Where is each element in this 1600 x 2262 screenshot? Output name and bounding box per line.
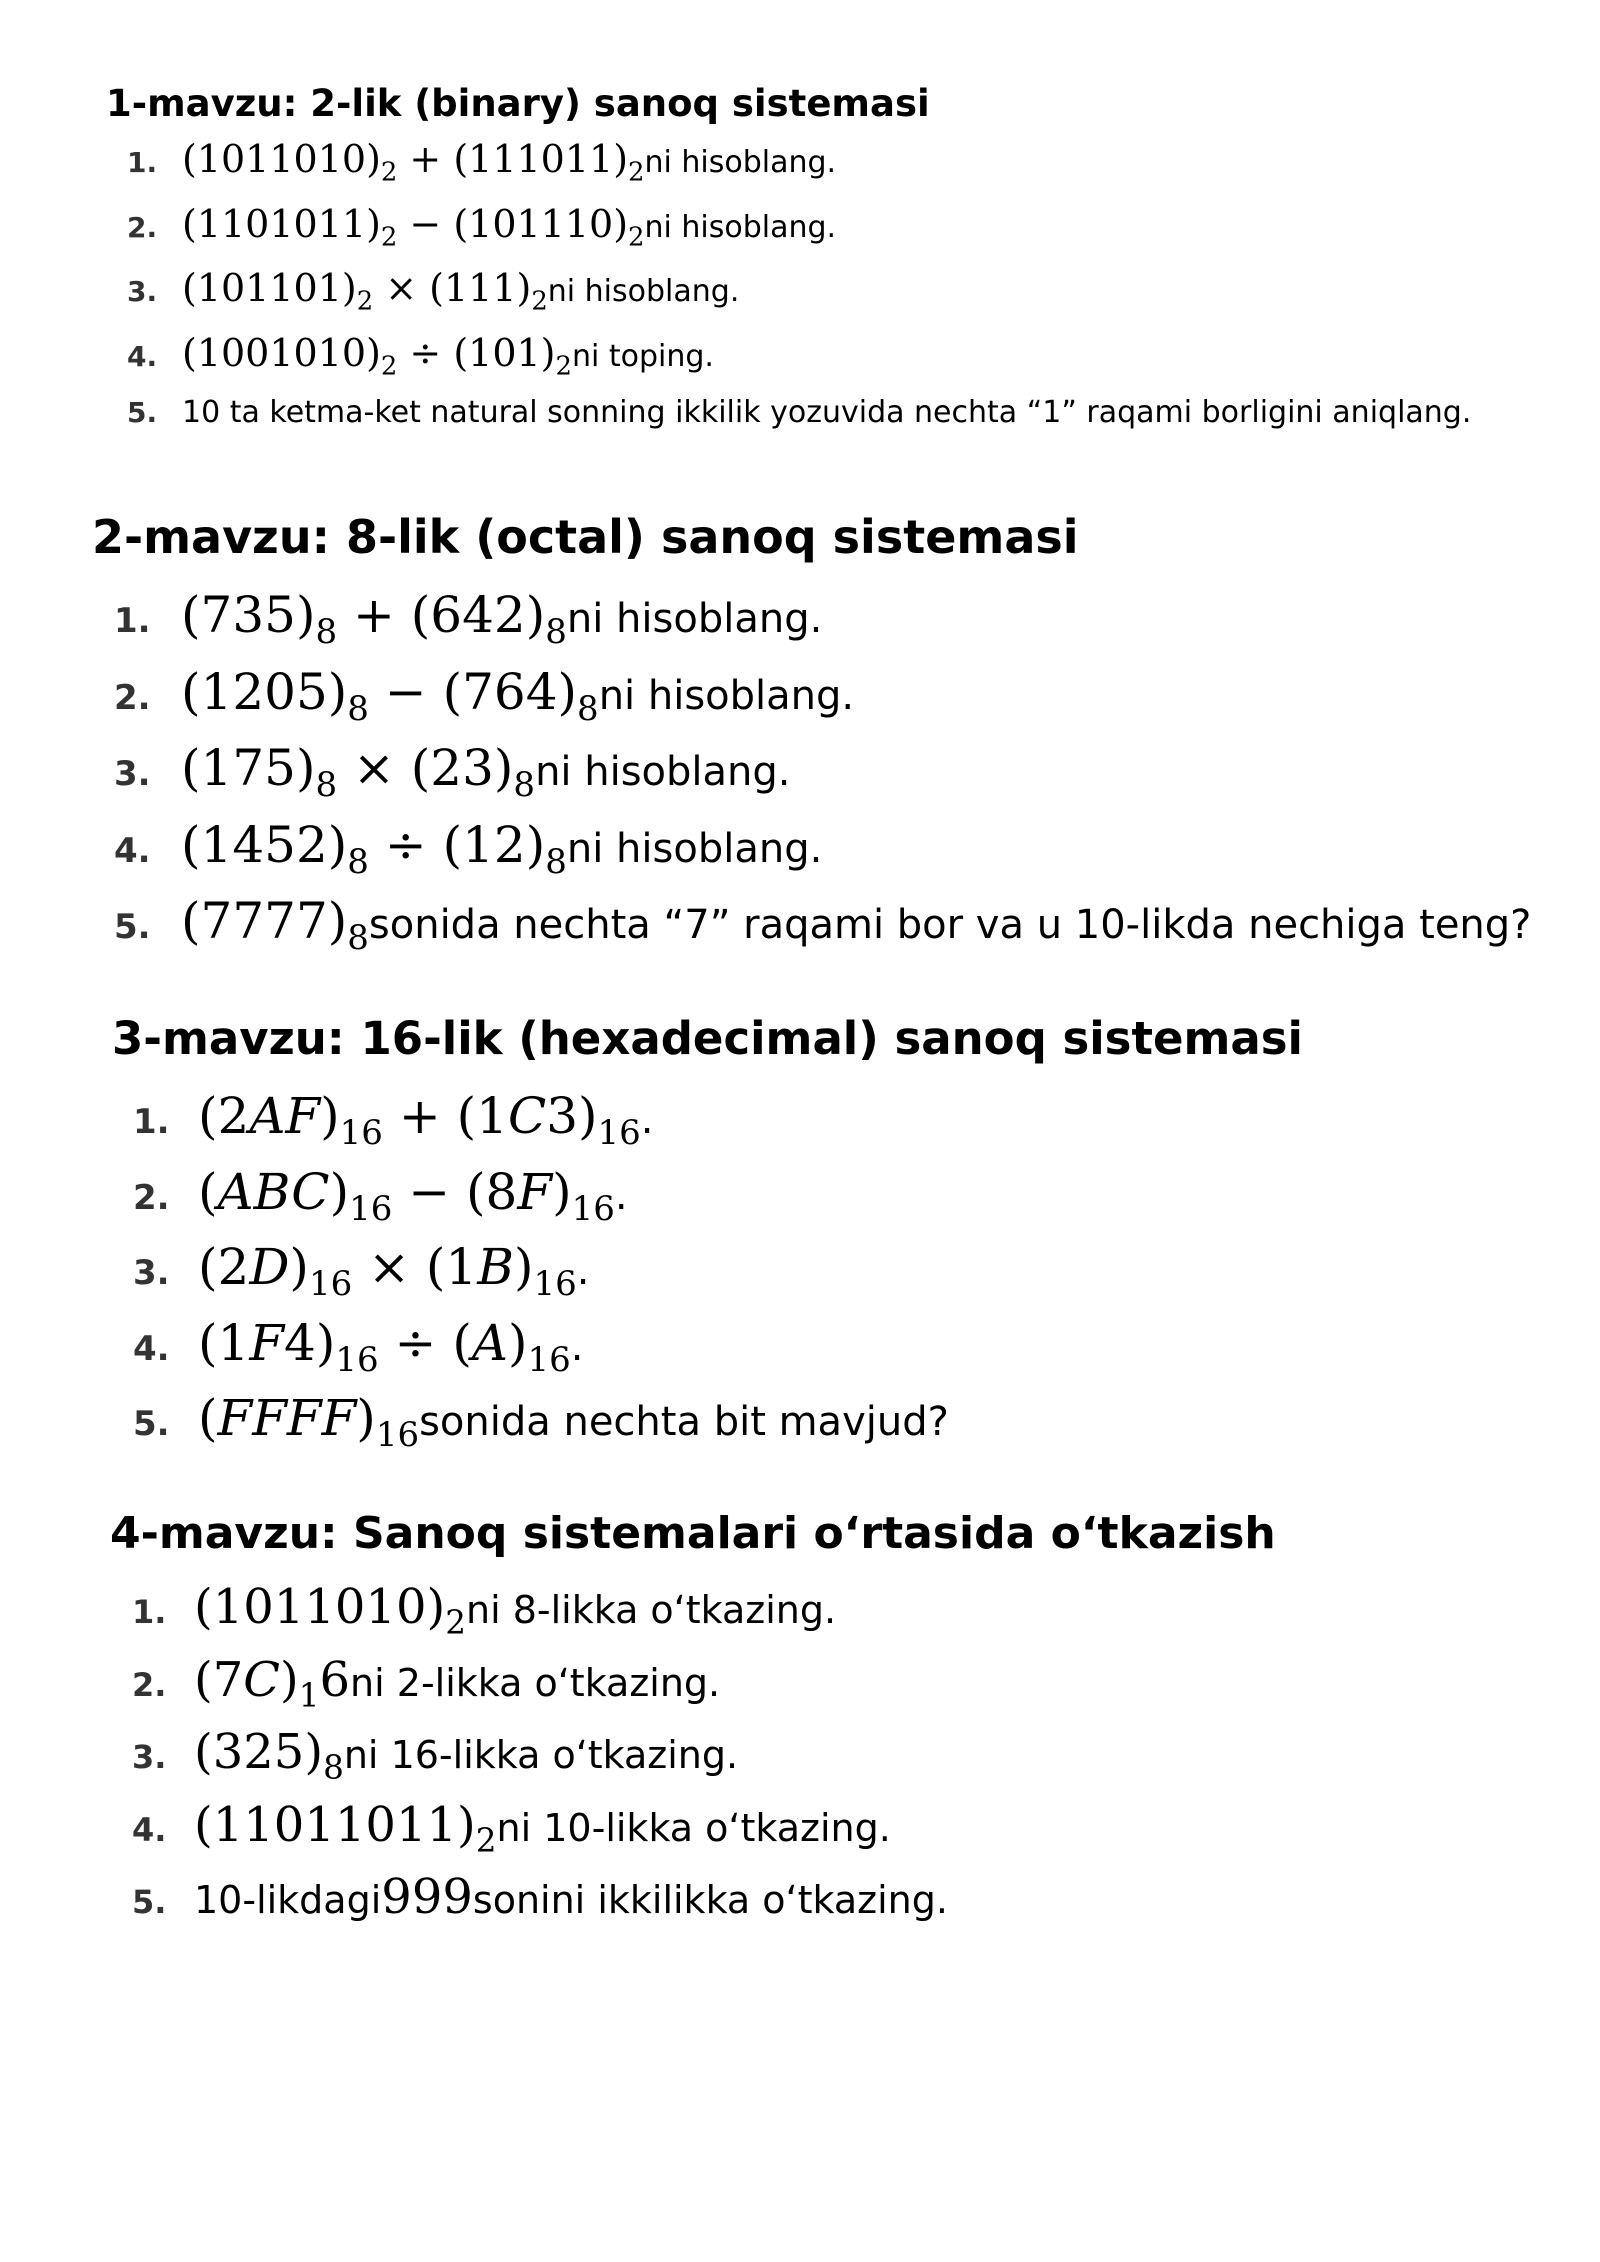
instruction: sonida nechta bit mavjud?: [419, 1399, 949, 1445]
problem-3-2: [112, 1163, 1303, 1239]
topic-3-heading: 3-mavzu: 16-lik (hexadecimal) sanoq sistemasi: [112, 1012, 1303, 1065]
problem-3-3: [112, 1238, 1303, 1314]
problem-4-1: [110, 1579, 1276, 1652]
problem-number: 3.: [132, 1738, 167, 1776]
problem-number: 4.: [133, 1328, 170, 1369]
instruction: ni hisoblang.: [598, 672, 855, 719]
problem-1-4: [106, 331, 1471, 396]
problem-4-5: [110, 1869, 1276, 1942]
problem-1-1: [106, 137, 1471, 202]
expression: $(101101)_2 \times (111)_2$: [182, 266, 548, 317]
instruction: ni 16-likka o‘tkazing.: [343, 1733, 739, 1777]
instruction: 10 ta ketma-ket natural sonning ikkilik yozuvida nechta “1” raqami borligini aniqlang.: [182, 395, 1472, 430]
instruction: ni toping.: [571, 338, 714, 374]
expression: $(1205)_8 - (764)_8$: [181, 662, 599, 729]
expression: $(FFFF)_{16}$: [198, 1389, 420, 1455]
problem-4-4: [110, 1797, 1276, 1870]
topic-2-heading: 2-mavzu: 8-lik (octal) sanoq sistemasi: [92, 510, 1079, 564]
problem-number: 5.: [127, 396, 158, 429]
topic-1-heading: 1-mavzu: 2-lik (binary) sanoq sistemasi: [106, 82, 930, 125]
problem-number: 4.: [132, 1810, 167, 1849]
problem-number: 2.: [127, 210, 158, 244]
instruction: ni 2-likka o‘tkazing.: [350, 1660, 721, 1705]
problem-4-3: [110, 1724, 1276, 1797]
problem-number: 1.: [114, 601, 151, 641]
problem-number: 3.: [114, 754, 151, 794]
topic-4-heading: 4-mavzu: Sanoq sistemalari o‘rtasida o‘tkazish: [110, 1508, 1276, 1559]
expression: $(1452)_8 \div (12)_8$: [181, 815, 567, 882]
problem-number: 2.: [133, 1177, 170, 1218]
expression: $(1101011)_2 - (101110)_2$: [182, 201, 645, 252]
problem-number: 5.: [132, 1883, 167, 1921]
instruction: ni 8-likka o‘tkazing.: [466, 1588, 837, 1632]
expression: $(1011010)_2$: [194, 1579, 466, 1642]
expression: $(2AF)_{16} + (1C3)_{16}$.: [198, 1087, 654, 1153]
problem-3-1: [112, 1087, 1303, 1163]
problem-number: 4.: [114, 830, 151, 871]
problem-number: 1.: [133, 1102, 170, 1142]
expression: $(1F4)_{16} \div (A)_{16}$.: [198, 1313, 584, 1380]
problem-1-5: [106, 395, 1471, 460]
problem-number: 4.: [127, 339, 158, 373]
expression: $(735)_8 + (642)_8$: [181, 586, 567, 652]
problem-number: 1.: [127, 146, 158, 179]
instruction: sonini ikkilikka o‘tkazing.: [472, 1878, 948, 1922]
problem-3-5: [112, 1389, 1303, 1465]
topic-1-binary: [106, 82, 1471, 460]
problem-number: 1.: [132, 1593, 167, 1631]
problem-1-3: [106, 266, 1471, 331]
problem-3-4: [112, 1314, 1303, 1390]
expression: $(7C)_16$: [194, 1651, 351, 1714]
instruction: ni hisoblang.: [535, 749, 791, 795]
problem-number: 2.: [132, 1665, 167, 1704]
topic-2-octal: [92, 510, 1531, 969]
expression: $(325)_8$: [194, 1724, 344, 1787]
problem-1-2: [106, 202, 1471, 267]
instruction: sonida nechta “7” raqami bor va u 10-likda nechiga teng?: [368, 902, 1532, 948]
instruction: ni hisoblang.: [644, 145, 837, 180]
expression: $(ABC)_{16} - (8F)_{16}$.: [198, 1162, 628, 1229]
topic-3-problem-list: [112, 1087, 1303, 1465]
problem-2-3: [92, 739, 1531, 816]
expression: $(1011010)_2 + (111011)_2$: [182, 137, 645, 188]
topic-4-conversion: [110, 1508, 1276, 1942]
problem-2-1: [92, 586, 1531, 663]
expression: $(175)_8 \times (23)_8$: [181, 739, 536, 805]
instruction: ni hisoblang.: [547, 274, 740, 309]
expression: $(7777)_8$: [181, 892, 369, 958]
instruction-prefix: 10-likdagi: [194, 1878, 382, 1922]
problem-number: 3.: [133, 1253, 170, 1293]
expression: 999: [381, 1869, 473, 1925]
topic-2-problem-list: [92, 586, 1531, 969]
problem-number: 3.: [127, 275, 158, 308]
problem-2-4: [92, 816, 1531, 893]
problem-4-2: [110, 1652, 1276, 1725]
instruction: ni hisoblang.: [566, 825, 823, 872]
instruction: ni hisoblang.: [566, 596, 823, 642]
expression: $(11011011)_2$: [194, 1796, 497, 1859]
problem-2-5: [92, 892, 1531, 969]
expression: $(1001010)_2 \div (101)_2$: [182, 330, 572, 381]
problem-number: 5.: [133, 1404, 170, 1444]
expression: $(2D)_{16} \times (1B)_{16}$.: [198, 1238, 590, 1304]
instruction: ni hisoblang.: [644, 209, 837, 245]
instruction: ni 10-likka o‘tkazing.: [496, 1805, 891, 1850]
topic-4-problem-list: [110, 1579, 1276, 1942]
problem-2-2: [92, 663, 1531, 740]
problem-number: 2.: [114, 677, 151, 718]
topic-1-problem-list: [106, 137, 1471, 460]
topic-3-hexadecimal: [112, 1012, 1303, 1465]
problem-number: 5.: [114, 907, 151, 947]
